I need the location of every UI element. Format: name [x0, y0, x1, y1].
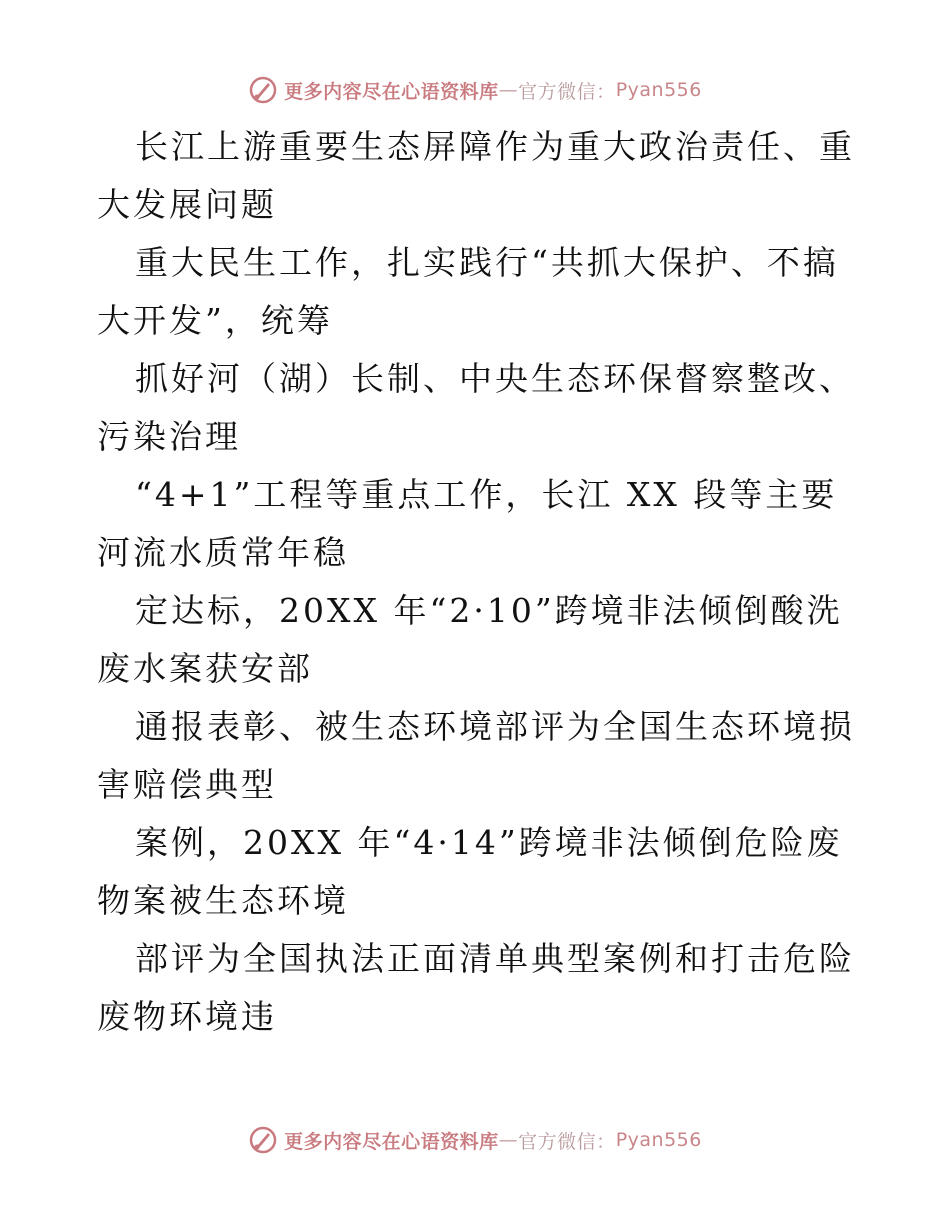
paragraph-7: 案例，20XX 年“4·14”跨境非法倾倒危险废物案被生态环境: [97, 823, 843, 920]
document-body: [97, 118, 857, 1046]
paragraph-2: 重大民生工作，扎实践行“共抓大保护、不搞大开发”，统筹: [97, 243, 839, 340]
header-watermark: [0, 70, 950, 110]
paragraph-1: 长江上游重要生态屏障作为重大政治责任、重大发展问题: [97, 127, 855, 224]
brush-logo-icon: [248, 75, 278, 105]
paragraph-8: 部评为全国执法正面清单典型案例和打击危险废物环境违: [97, 939, 855, 1036]
paragraph-4: “4+1”工程等重点工作，长江 XX 段等主要河流水质常年稳: [97, 475, 838, 572]
paragraph-6: 通报表彰、被生态环境部评为全国生态环境损害赔偿典型: [97, 707, 855, 804]
footer-watermark: [0, 1120, 950, 1160]
watermark-main-text: 更多内容尽在心语资料库: [284, 1130, 499, 1153]
watermark-main-text: 更多内容尽在心语资料库: [284, 80, 499, 103]
brush-logo-icon: [248, 1125, 278, 1155]
watermark-side-text: 官方微信：: [518, 1130, 616, 1153]
watermark-id: Pyan556: [615, 79, 702, 101]
watermark-separator: —: [498, 1129, 519, 1151]
watermark-side-text: 官方微信：: [518, 80, 616, 103]
watermark-id: Pyan556: [615, 1129, 702, 1151]
paragraph-5: 定达标，20XX 年“2·10”跨境非法倾倒酸洗废水案获安部: [97, 591, 843, 688]
watermark-separator: —: [498, 79, 519, 101]
paragraph-3: 抓好河（湖）长制、中央生态环保督察整改、污染治理: [97, 359, 855, 456]
